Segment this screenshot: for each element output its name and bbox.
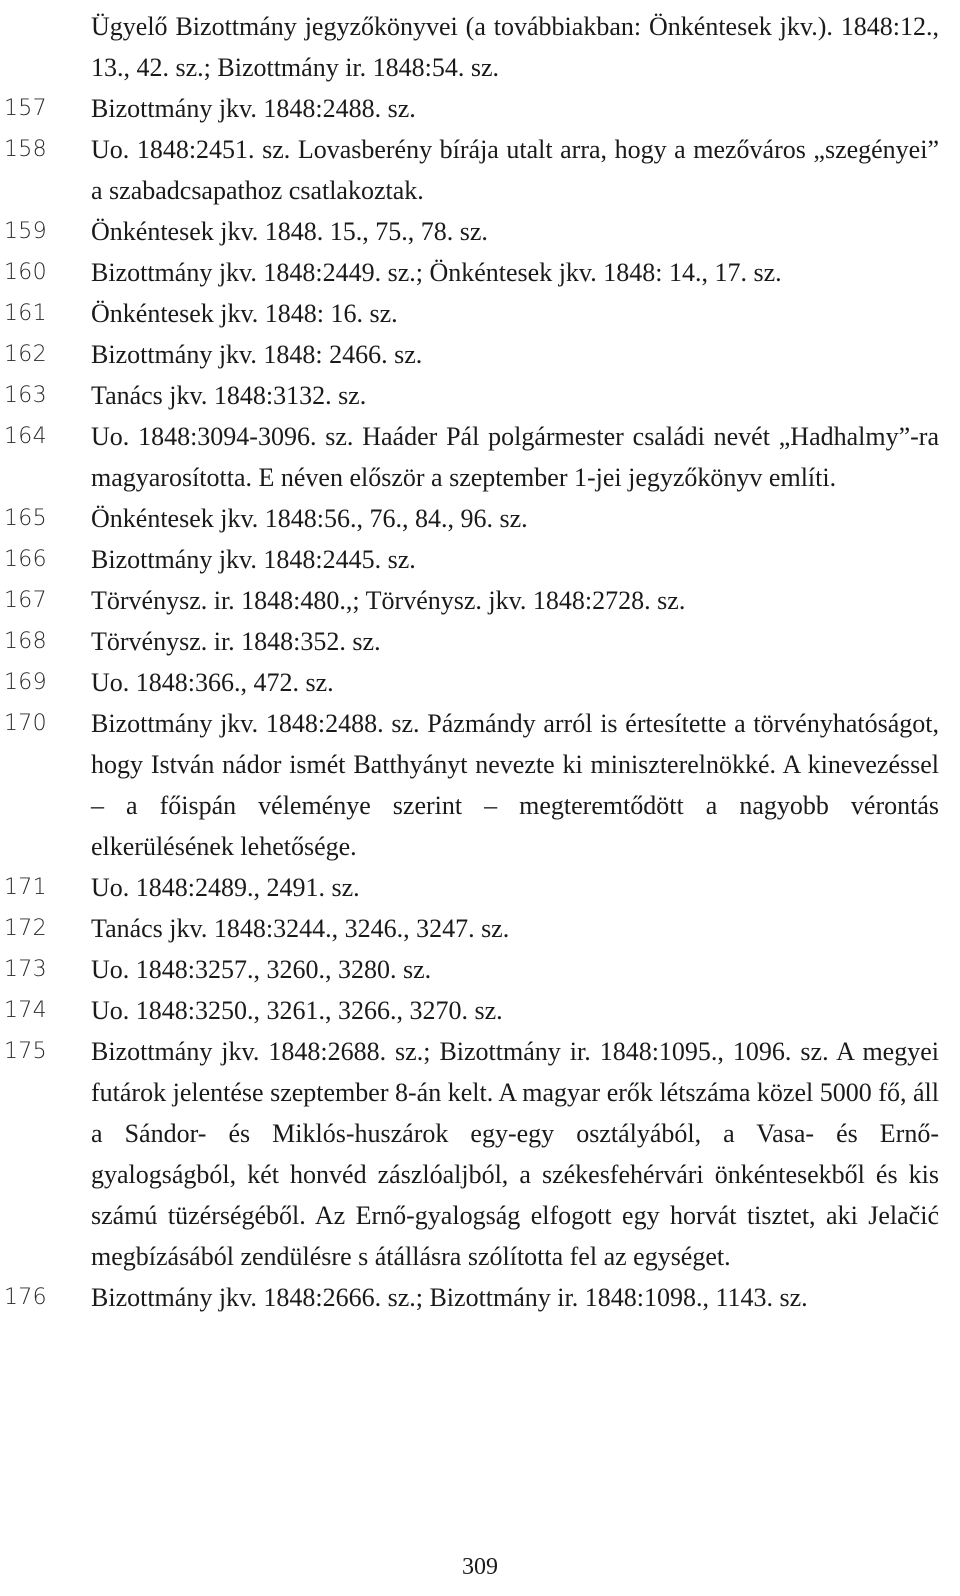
footnote-number: 166 (4, 547, 47, 572)
footnote-number: 159 (4, 219, 47, 244)
footnote-number: 164 (4, 424, 47, 449)
footnote-number: 169 (4, 670, 47, 695)
footnote (0, 621, 960, 662)
footnote-text: Törvénysz. ir. 1848:480.,; Törvénysz. jkv. 1848:2728. sz. (91, 586, 686, 615)
footnote (0, 375, 960, 416)
footnote-number: 167 (4, 588, 47, 613)
footnote (0, 416, 960, 498)
footnote-number: 172 (4, 916, 47, 941)
footnote (0, 949, 960, 990)
footnote-number: 165 (4, 506, 47, 531)
footnote-text: Uo. 1848:2451. sz. Lovasberény bírája utalt arra, hogy a mezőváros „szegényei” a szabadcsapathoz csatlakoztak. (91, 135, 939, 205)
footnote-number: 170 (4, 711, 47, 736)
footnote-number: 171 (4, 875, 47, 900)
footnote-number: 157 (4, 96, 47, 121)
footnote-number: 175 (4, 1039, 47, 1064)
footnote (0, 1277, 960, 1318)
footnote-text: Uo. 1848:3257., 3260., 3280. sz. (91, 955, 432, 984)
footnote (0, 908, 960, 949)
footnote (0, 211, 960, 252)
footnote-number: 158 (4, 137, 47, 162)
footnote (0, 498, 960, 539)
footnote-text: Tanács jkv. 1848:3132. sz. (91, 381, 367, 410)
footnote-text: Bizottmány jkv. 1848:2488. sz. Pázmándy arról is értesítette a törvényhatóságot, hogy István nádor ismét Batthyányt nevezte ki miniszterelnökké. A kinevezéssel – a főispán véleménye szerint – megteremtődött a nagyobb vérontás elkerülésének lehetősége. (91, 709, 939, 861)
footnote-text: Uo. 1848:2489., 2491. sz. (91, 873, 360, 902)
footnote-number: 176 (4, 1285, 47, 1310)
footnotes-page (0, 6, 960, 1318)
footnote-text: Uo. 1848:3250., 3261., 3266., 3270. sz. (91, 996, 503, 1025)
footnote-number: 162 (4, 342, 47, 367)
footnote-text: Bizottmány jkv. 1848: 2466. sz. (91, 340, 423, 369)
footnote-text: Törvénysz. ir. 1848:352. sz. (91, 627, 381, 656)
footnote (0, 867, 960, 908)
footnote (0, 703, 960, 867)
footnote (0, 580, 960, 621)
footnote-text: Ügyelő Bizottmány jegyzőkönyvei (a továbbiakban: Önkéntesek jkv.). 1848:12., 13., 42. sz.; Bizottmány ir. 1848:54. sz. (91, 12, 939, 82)
footnote (0, 1031, 960, 1277)
footnote-text: Bizottmány jkv. 1848:2688. sz.; Bizottmány ir. 1848:1095., 1096. sz. A megyei futárok jelentése szeptember 8-án kelt. A magyar erők létszáma közel 5000 fő, áll a Sándor- és Miklós-huszárok egy-egy osztályából, a Vasa- és Ernő-gyalogságból, két honvéd zászlóaljból, a székesfehérvári önkéntesekből és kis számú tüzérségéből. Az Ernő-gyalogság elfogott egy horvát tisztet, aki Jelačić megbízásából zendülésre s átállásra szólította fel az egységet. (91, 1037, 939, 1271)
footnote-number: 174 (4, 998, 47, 1023)
footnote-number: 163 (4, 383, 47, 408)
footnote-text: Bizottmány jkv. 1848:2488. sz. (91, 94, 416, 123)
footnote-text: Bizottmány jkv. 1848:2666. sz.; Bizottmány ir. 1848:1098., 1143. sz. (91, 1283, 808, 1312)
footnote (0, 252, 960, 293)
footnote (0, 293, 960, 334)
footnote-text: Önkéntesek jkv. 1848:56., 76., 84., 96. sz. (91, 504, 528, 533)
footnote (0, 662, 960, 703)
footnote-number: 161 (4, 301, 47, 326)
footnote (0, 334, 960, 375)
page-number: 309 (462, 1554, 498, 1580)
footnote-text: Uo. 1848:366., 472. sz. (91, 668, 334, 697)
footnote-text: Uo. 1848:3094-3096. sz. Haáder Pál polgármester családi nevét „Hadhalmy”-ra magyarosította. E néven először a szeptember 1-jei jegyzőkönyv említi. (91, 422, 939, 492)
footnote-text: Önkéntesek jkv. 1848. 15., 75., 78. sz. (91, 217, 488, 246)
footnote-text: Bizottmány jkv. 1848:2449. sz.; Önkéntesek jkv. 1848: 14., 17. sz. (91, 258, 782, 287)
footnote-number: 168 (4, 629, 47, 654)
footnote (0, 6, 960, 88)
footnote (0, 88, 960, 129)
footnote-text: Önkéntesek jkv. 1848: 16. sz. (91, 299, 398, 328)
footnote (0, 990, 960, 1031)
footnote-number: 160 (4, 260, 47, 285)
footnote-text: Tanács jkv. 1848:3244., 3246., 3247. sz. (91, 914, 510, 943)
footnote-text: Bizottmány jkv. 1848:2445. sz. (91, 545, 416, 574)
footnote-number: 173 (4, 957, 47, 982)
footnote (0, 129, 960, 211)
footnote (0, 539, 960, 580)
